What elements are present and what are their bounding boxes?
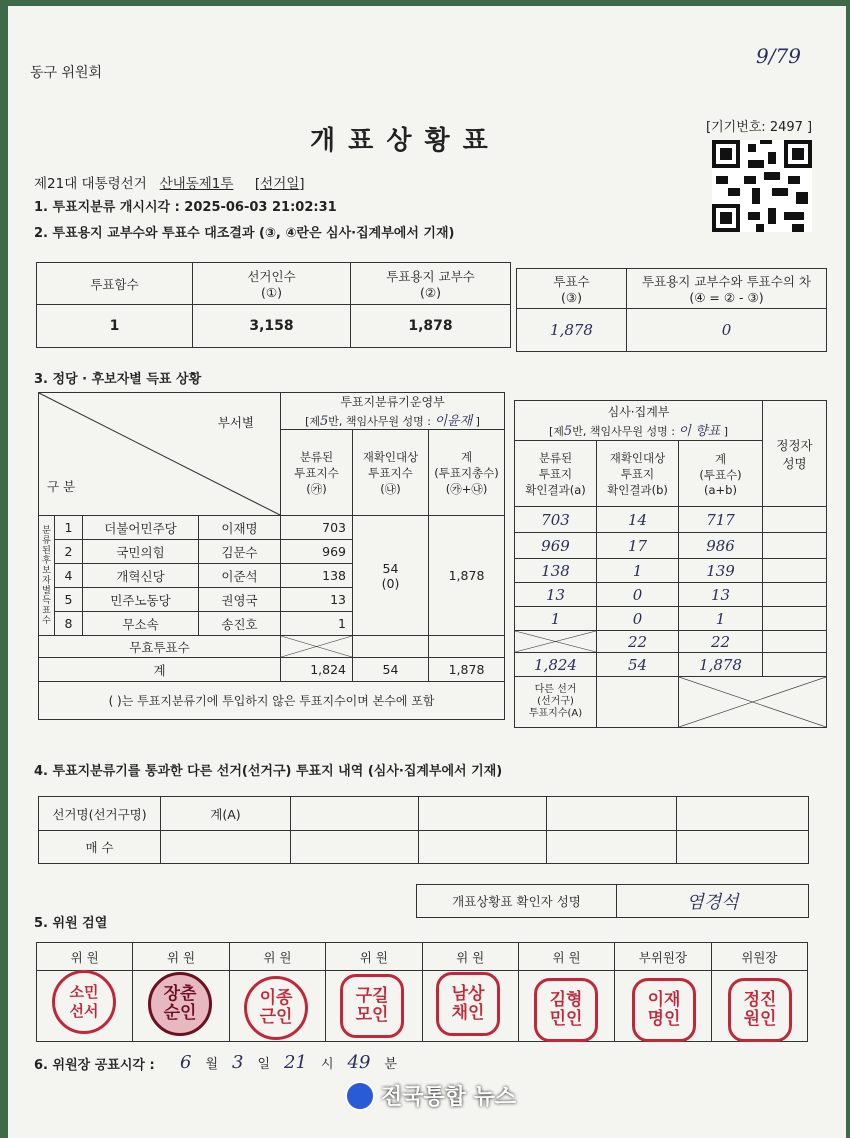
total-sorted: 1,824 bbox=[281, 658, 353, 682]
row-sum: 1 bbox=[679, 607, 763, 631]
row-sum: 13 bbox=[679, 583, 763, 607]
invalid-sum: 22 bbox=[679, 631, 763, 653]
announce-time: 6 월 3 일 21 시 49 분 bbox=[180, 1052, 397, 1073]
role-2: 위 원 bbox=[133, 943, 229, 971]
confirm-label: 개표상황표 확인자 성명 bbox=[417, 885, 617, 918]
row-party: 개혁신당 bbox=[83, 564, 199, 588]
row-a: 1 bbox=[515, 607, 597, 631]
section-5-label: 5. 위원 검열 bbox=[34, 916, 108, 931]
row-a: 13 bbox=[515, 583, 597, 607]
h-votes: 투표수 (③) bbox=[517, 269, 627, 309]
other-cross bbox=[679, 677, 827, 728]
col-confirm-sum: 계 (투표수) (a+b) bbox=[679, 441, 763, 507]
total-recheck: 54 bbox=[353, 658, 429, 682]
row-a: 138 bbox=[515, 559, 597, 583]
total-sum: 1,878 bbox=[679, 653, 763, 677]
row-no: 1 bbox=[55, 516, 83, 540]
row-party: 국민의힘 bbox=[83, 540, 199, 564]
seal-2: 장춘 순인 bbox=[148, 972, 212, 1036]
row-sorted: 138 bbox=[281, 564, 353, 588]
row-candidate: 이재명 bbox=[199, 516, 281, 540]
operations-title: 투표지분류기운영부 [제5반, 책임사무원 성명 : 이윤재 ] bbox=[281, 393, 505, 430]
role-5: 위 원 bbox=[422, 943, 518, 971]
row-candidate: 김문수 bbox=[199, 540, 281, 564]
r2-label: 매 수 bbox=[39, 831, 161, 864]
h-electors: 선거인수 (①) bbox=[193, 263, 351, 305]
watermark: 전국통합 뉴스 bbox=[345, 1080, 516, 1111]
row-sorted: 703 bbox=[281, 516, 353, 540]
role-4: 위 원 bbox=[326, 943, 422, 971]
total-cell: 1,878 bbox=[429, 516, 505, 636]
row-sum: 717 bbox=[679, 507, 763, 533]
col-recheck: 재확인대상 투표지수 (㉯) bbox=[353, 430, 429, 516]
electors-value: 3,158 bbox=[193, 305, 351, 348]
role-1: 위 원 bbox=[37, 943, 133, 971]
other-ballots-table bbox=[38, 796, 809, 864]
device-label: [기기번호: 2497 ] bbox=[706, 120, 813, 135]
election-line: 제21대 대통령선거 산내동제1투 [선거일] bbox=[34, 176, 305, 192]
col-confirm-b: 재확인대상 투표지 확인결과(b) bbox=[597, 441, 679, 507]
boxes-value: 1 bbox=[37, 305, 193, 348]
total-a: 1,824 bbox=[515, 653, 597, 677]
seal-6: 김형 민인 bbox=[534, 978, 598, 1042]
row-a: 969 bbox=[515, 533, 597, 559]
role-chair: 위원장 bbox=[711, 943, 807, 971]
row-no: 8 bbox=[55, 612, 83, 636]
footnote: ( )는 투표지분류기에 투입하지 않은 투표지수이며 본수에 포함 bbox=[39, 682, 505, 720]
row-b: 14 bbox=[597, 507, 679, 533]
row-candidate: 권영국 bbox=[199, 588, 281, 612]
vertical-label: 분류된후보자별득표수 bbox=[39, 516, 55, 636]
dept-label: 부서별 bbox=[217, 415, 254, 430]
col-confirm-a: 분류된 투표지 확인결과(a) bbox=[515, 441, 597, 507]
seal-3: 이종 근인 bbox=[244, 976, 308, 1040]
section-4-label: 4. 투표지분류기를 통과한 다른 선거(선거구) 투표지 내역 (심사·집계부에서 기재) bbox=[34, 764, 503, 779]
row-candidate: 송진호 bbox=[199, 612, 281, 636]
row-party: 민주노동당 bbox=[83, 588, 199, 612]
row-b: 17 bbox=[597, 533, 679, 559]
other-election-label: 다른 선거 (선거구) 투표지수(A) bbox=[515, 677, 597, 728]
invalid-label: 무효투표수 bbox=[39, 636, 281, 658]
seal-4: 구길 모인 bbox=[340, 974, 404, 1038]
row-party: 무소속 bbox=[83, 612, 199, 636]
row-b: 1 bbox=[597, 559, 679, 583]
issued-value: 1,878 bbox=[351, 305, 511, 348]
confirm-sign: 염경석 bbox=[617, 885, 809, 918]
news-logo-icon bbox=[345, 1081, 375, 1111]
row-sorted: 13 bbox=[281, 588, 353, 612]
audit-table bbox=[514, 400, 827, 728]
diff-value: 0 bbox=[627, 309, 827, 352]
invalid-a-cross bbox=[515, 631, 597, 653]
r1-label: 선거명(선거구명) bbox=[39, 797, 161, 831]
role-6: 위 원 bbox=[518, 943, 614, 971]
section-6-label: 6. 위원장 공표시각 : bbox=[34, 1058, 155, 1073]
row-party: 더불어민주당 bbox=[83, 516, 199, 540]
gubun-label: 구 분 bbox=[47, 479, 76, 494]
row-no: 2 bbox=[55, 540, 83, 564]
row-no: 5 bbox=[55, 588, 83, 612]
page-title: 개 표 상 황 표 bbox=[310, 126, 490, 156]
total-b: 54 bbox=[597, 653, 679, 677]
row-a: 703 bbox=[515, 507, 597, 533]
seal-5: 남상 채인 bbox=[436, 972, 500, 1036]
section-2-label: 2. 투표용지 교부수와 투표수 대조결과 (③, ④란은 심사·집계부에서 기재) bbox=[34, 226, 455, 241]
section-1-label: 1. 투표지분류 개시시각 : 2025-06-03 21:02:31 bbox=[34, 200, 337, 215]
row-sorted: 1 bbox=[281, 612, 353, 636]
confirm-table bbox=[416, 884, 809, 918]
header-diagonal-cell bbox=[39, 393, 281, 516]
row-b: 0 bbox=[597, 583, 679, 607]
votes-value: 1,878 bbox=[517, 309, 627, 352]
row-candidate: 이준석 bbox=[199, 564, 281, 588]
votes-table bbox=[516, 268, 827, 352]
row-sorted: 969 bbox=[281, 540, 353, 564]
total-all: 1,878 bbox=[429, 658, 505, 682]
audit-title: 심사·집계부 [제5반, 책임사무원 성명 : 이 향표 ] bbox=[515, 401, 763, 441]
qr-code bbox=[712, 140, 812, 232]
r1-total: 계(A) bbox=[161, 797, 291, 831]
office-label: 동구 위원회 bbox=[30, 65, 103, 81]
seal-1: 소민 선서 bbox=[52, 970, 116, 1034]
seal-8: 정진 원인 bbox=[728, 978, 792, 1042]
sorting-table bbox=[38, 392, 505, 720]
h-diff: 투표용지 교부수와 투표수의 차 (④ = ② - ③) bbox=[627, 269, 827, 309]
invalid-cross bbox=[281, 636, 353, 658]
h-issued: 투표용지 교부수 (②) bbox=[351, 263, 511, 305]
row-sum: 139 bbox=[679, 559, 763, 583]
page-note: 9/79 bbox=[756, 44, 801, 68]
section-3-label: 3. 정당 · 후보자별 득표 상황 bbox=[34, 372, 202, 387]
col-total: 계 (투표지총수) (㉮+㉯) bbox=[429, 430, 505, 516]
row-b: 0 bbox=[597, 607, 679, 631]
corrector-col: 정정자 성명 bbox=[763, 401, 827, 507]
issue-table bbox=[36, 262, 511, 348]
recheck-cell: 54 (0) bbox=[353, 516, 429, 636]
h-boxes: 투표함수 bbox=[37, 263, 193, 305]
row-sum: 986 bbox=[679, 533, 763, 559]
role-3: 위 원 bbox=[229, 943, 325, 971]
col-sorted: 분류된 투표지수 (㉮) bbox=[281, 430, 353, 516]
role-vice-chair: 부위원장 bbox=[615, 943, 711, 971]
seal-7: 이재 명인 bbox=[632, 978, 696, 1042]
total-label: 계 bbox=[39, 658, 281, 682]
row-no: 4 bbox=[55, 564, 83, 588]
invalid-b: 22 bbox=[597, 631, 679, 653]
